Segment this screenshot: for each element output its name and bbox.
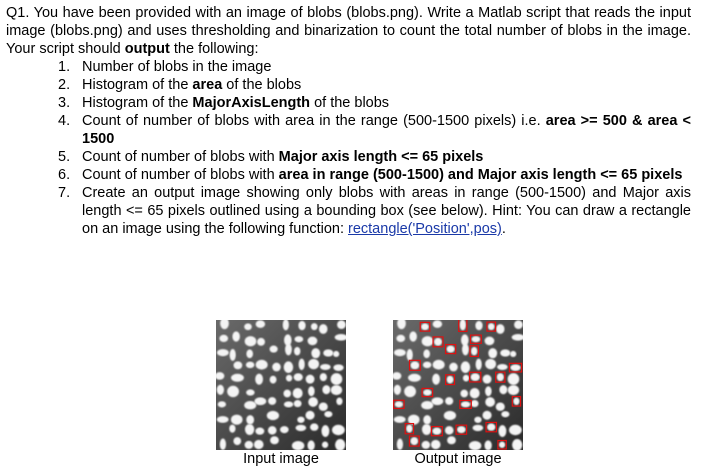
task-item <box>6 184 691 238</box>
blob <box>447 436 456 444</box>
blob <box>463 375 469 382</box>
blob <box>244 323 252 330</box>
task-item <box>6 58 691 76</box>
task-item <box>6 166 691 184</box>
blob <box>280 426 289 433</box>
blob <box>432 374 440 385</box>
text-run: Histogram of the <box>82 77 193 93</box>
task-number: 5. <box>58 149 71 165</box>
blob <box>422 424 431 435</box>
text-run: the following: <box>169 41 259 57</box>
blob <box>484 440 491 450</box>
blob <box>397 439 403 450</box>
blob <box>284 401 293 407</box>
blob <box>293 388 303 398</box>
blob <box>434 338 442 346</box>
blob <box>245 336 257 346</box>
blob <box>336 398 342 406</box>
blob <box>217 349 229 356</box>
blob <box>501 411 509 417</box>
text-run: of the blobs <box>310 95 390 111</box>
text-run: Count of number of blobs with area in the range (500-1500 pixels) i.e. <box>82 113 546 129</box>
bold-text: area in range (500-1500) and Major axis length <= 65 pixels <box>278 167 683 183</box>
text-run: Q1. You have been provided with an image of blobs (blobs.png). <box>6 5 423 21</box>
blob <box>321 425 329 437</box>
blob <box>462 344 469 356</box>
blob <box>322 385 330 394</box>
blob <box>457 426 466 433</box>
blob <box>286 375 292 382</box>
blob <box>487 423 495 430</box>
blob <box>461 361 470 373</box>
input-image-caption: Input image <box>243 451 319 467</box>
blob <box>231 415 243 425</box>
blob <box>267 411 279 420</box>
question-intro <box>6 4 691 58</box>
output-blobs-image <box>393 320 523 450</box>
task-item <box>6 94 691 112</box>
blob <box>333 351 339 357</box>
bold-text: area >= 500 & area < 1500 <box>82 113 691 147</box>
blob <box>471 347 477 356</box>
blob <box>449 363 458 372</box>
blob <box>394 349 406 356</box>
blob <box>485 397 495 407</box>
task-item <box>6 112 691 148</box>
blob <box>510 351 516 357</box>
blob <box>244 401 256 409</box>
task-item <box>6 148 691 166</box>
blob <box>217 385 224 395</box>
task-number: 2. <box>58 77 71 93</box>
blob <box>234 361 243 369</box>
blob <box>433 320 442 328</box>
blob <box>283 390 291 398</box>
blob <box>256 320 265 328</box>
blob <box>423 415 431 424</box>
blob <box>308 337 318 346</box>
blob <box>499 441 505 448</box>
blob <box>308 397 318 407</box>
blob <box>333 364 343 371</box>
blob <box>485 386 492 396</box>
blob <box>514 320 523 329</box>
blob <box>509 425 522 435</box>
blob <box>308 359 319 369</box>
blob <box>285 344 292 356</box>
blob <box>410 437 418 445</box>
blob <box>411 361 420 369</box>
blob <box>469 441 481 450</box>
blob <box>406 425 412 433</box>
blob <box>421 323 429 330</box>
blob <box>294 336 303 342</box>
blob <box>445 397 453 405</box>
blob <box>460 390 468 398</box>
blob <box>298 321 305 330</box>
blob <box>320 373 327 381</box>
blob <box>284 361 293 373</box>
blob <box>319 402 328 410</box>
blob <box>394 416 406 423</box>
blob <box>496 324 505 334</box>
blob <box>407 349 413 361</box>
blob <box>311 348 320 358</box>
task-number: 4. <box>58 113 71 129</box>
input-figure <box>216 320 346 468</box>
question-block <box>6 4 691 238</box>
blob <box>471 373 480 381</box>
blob <box>295 425 306 431</box>
blob <box>272 363 281 372</box>
blob <box>332 425 345 435</box>
blob <box>233 437 241 445</box>
blob <box>409 331 417 341</box>
blob <box>310 423 318 430</box>
blob <box>497 373 504 381</box>
blob <box>396 335 405 342</box>
blob <box>488 348 497 358</box>
text-run: Histogram of the <box>82 95 193 111</box>
blob <box>513 398 519 406</box>
blob <box>510 364 520 371</box>
blob <box>268 426 277 434</box>
blob <box>394 385 401 395</box>
blob <box>323 349 333 356</box>
text-run: Write a Matlab script that reads the input image (blobs.png) and uses thresholding and binarization to count the total number of blobs in the image. Your script should <box>6 5 691 57</box>
task-number: 1. <box>58 59 71 75</box>
blob <box>294 400 302 407</box>
blob <box>322 441 328 448</box>
blob <box>395 401 403 407</box>
task-item <box>6 76 691 94</box>
task-list <box>6 58 691 238</box>
blob <box>476 359 482 371</box>
blob <box>488 323 495 330</box>
blob <box>474 417 481 423</box>
blob <box>254 397 266 405</box>
task-number: 3. <box>58 95 71 111</box>
bold-text: area <box>192 77 223 93</box>
blob <box>227 386 239 397</box>
blob <box>268 397 276 405</box>
blob <box>294 347 300 356</box>
bold-text: output <box>124 41 170 57</box>
blob <box>294 373 303 381</box>
blob <box>331 385 342 395</box>
blob <box>497 364 508 370</box>
blob <box>485 337 495 346</box>
text-run: Create an output image showing only blobs with areas in range (500-1500) and Major axis length <= 65 pixels outlined using a bounding box (see below). Hint: You can draw a rectangle on an image using the following function: <box>82 185 691 237</box>
blob <box>461 401 470 407</box>
blob <box>218 401 226 407</box>
blob <box>311 323 318 330</box>
blob <box>217 416 229 423</box>
blob <box>246 389 255 395</box>
blob <box>423 362 432 368</box>
blob <box>408 374 421 382</box>
blob <box>245 424 254 435</box>
blob <box>297 417 304 423</box>
blob <box>256 360 268 370</box>
blob <box>444 411 456 420</box>
blob <box>470 388 480 398</box>
blob <box>421 401 433 409</box>
blob <box>307 440 314 450</box>
text-run: Count of number of blobs with <box>82 149 279 165</box>
blob <box>482 411 491 420</box>
rectangle-function-link[interactable]: rectangle('Position',pos) <box>348 221 502 237</box>
blob <box>423 389 432 395</box>
blob <box>433 360 445 370</box>
blob <box>230 349 236 361</box>
blob <box>404 386 416 397</box>
task-number: 7. <box>58 185 71 201</box>
blob <box>496 402 505 410</box>
blob <box>246 415 254 424</box>
blob <box>270 436 279 444</box>
blob <box>254 440 264 449</box>
text-run: . <box>501 221 506 237</box>
blob <box>432 428 441 435</box>
text-run: Number of blobs in the image <box>82 59 272 75</box>
blob <box>431 397 443 405</box>
blob <box>270 376 277 384</box>
blob <box>445 426 454 434</box>
blob <box>292 441 304 450</box>
blob <box>485 359 496 369</box>
blob <box>255 374 263 385</box>
blob <box>331 373 343 385</box>
blob <box>245 441 254 449</box>
blob <box>305 411 314 420</box>
blob <box>431 440 441 449</box>
blob <box>320 364 331 370</box>
blob <box>246 362 255 368</box>
blob <box>308 386 315 396</box>
blob <box>423 349 430 358</box>
bold-text: Major axis length <= 65 pixels <box>278 149 484 165</box>
blob <box>219 335 228 342</box>
blob <box>255 428 264 435</box>
blob <box>299 359 305 371</box>
blob <box>471 336 480 342</box>
blob <box>483 375 492 384</box>
blob <box>475 321 482 330</box>
blob <box>472 425 483 431</box>
blob <box>508 385 519 395</box>
blob <box>500 349 510 356</box>
output-image-caption: Output image <box>414 451 502 467</box>
blob <box>498 425 506 437</box>
blob <box>447 346 455 353</box>
blob <box>499 385 507 394</box>
blob <box>447 376 454 384</box>
blob <box>508 373 520 385</box>
text-run: Count of number of blobs with <box>82 167 279 183</box>
output-figure <box>393 320 523 468</box>
blob <box>324 411 332 417</box>
blob <box>257 338 265 346</box>
blob <box>232 331 240 341</box>
blob <box>229 425 235 433</box>
blob <box>422 336 434 346</box>
input-blobs-image <box>216 320 346 450</box>
blob <box>270 346 278 353</box>
blob <box>337 320 346 329</box>
blob <box>471 400 479 407</box>
text-run: of the blobs <box>222 77 302 93</box>
blob <box>220 439 226 450</box>
blob <box>306 375 315 384</box>
blob <box>422 441 431 449</box>
task-number: 6. <box>58 167 71 183</box>
blob <box>246 349 253 358</box>
bold-text: MajorAxisLength <box>192 95 311 111</box>
blob <box>319 324 328 334</box>
blob <box>231 374 244 382</box>
